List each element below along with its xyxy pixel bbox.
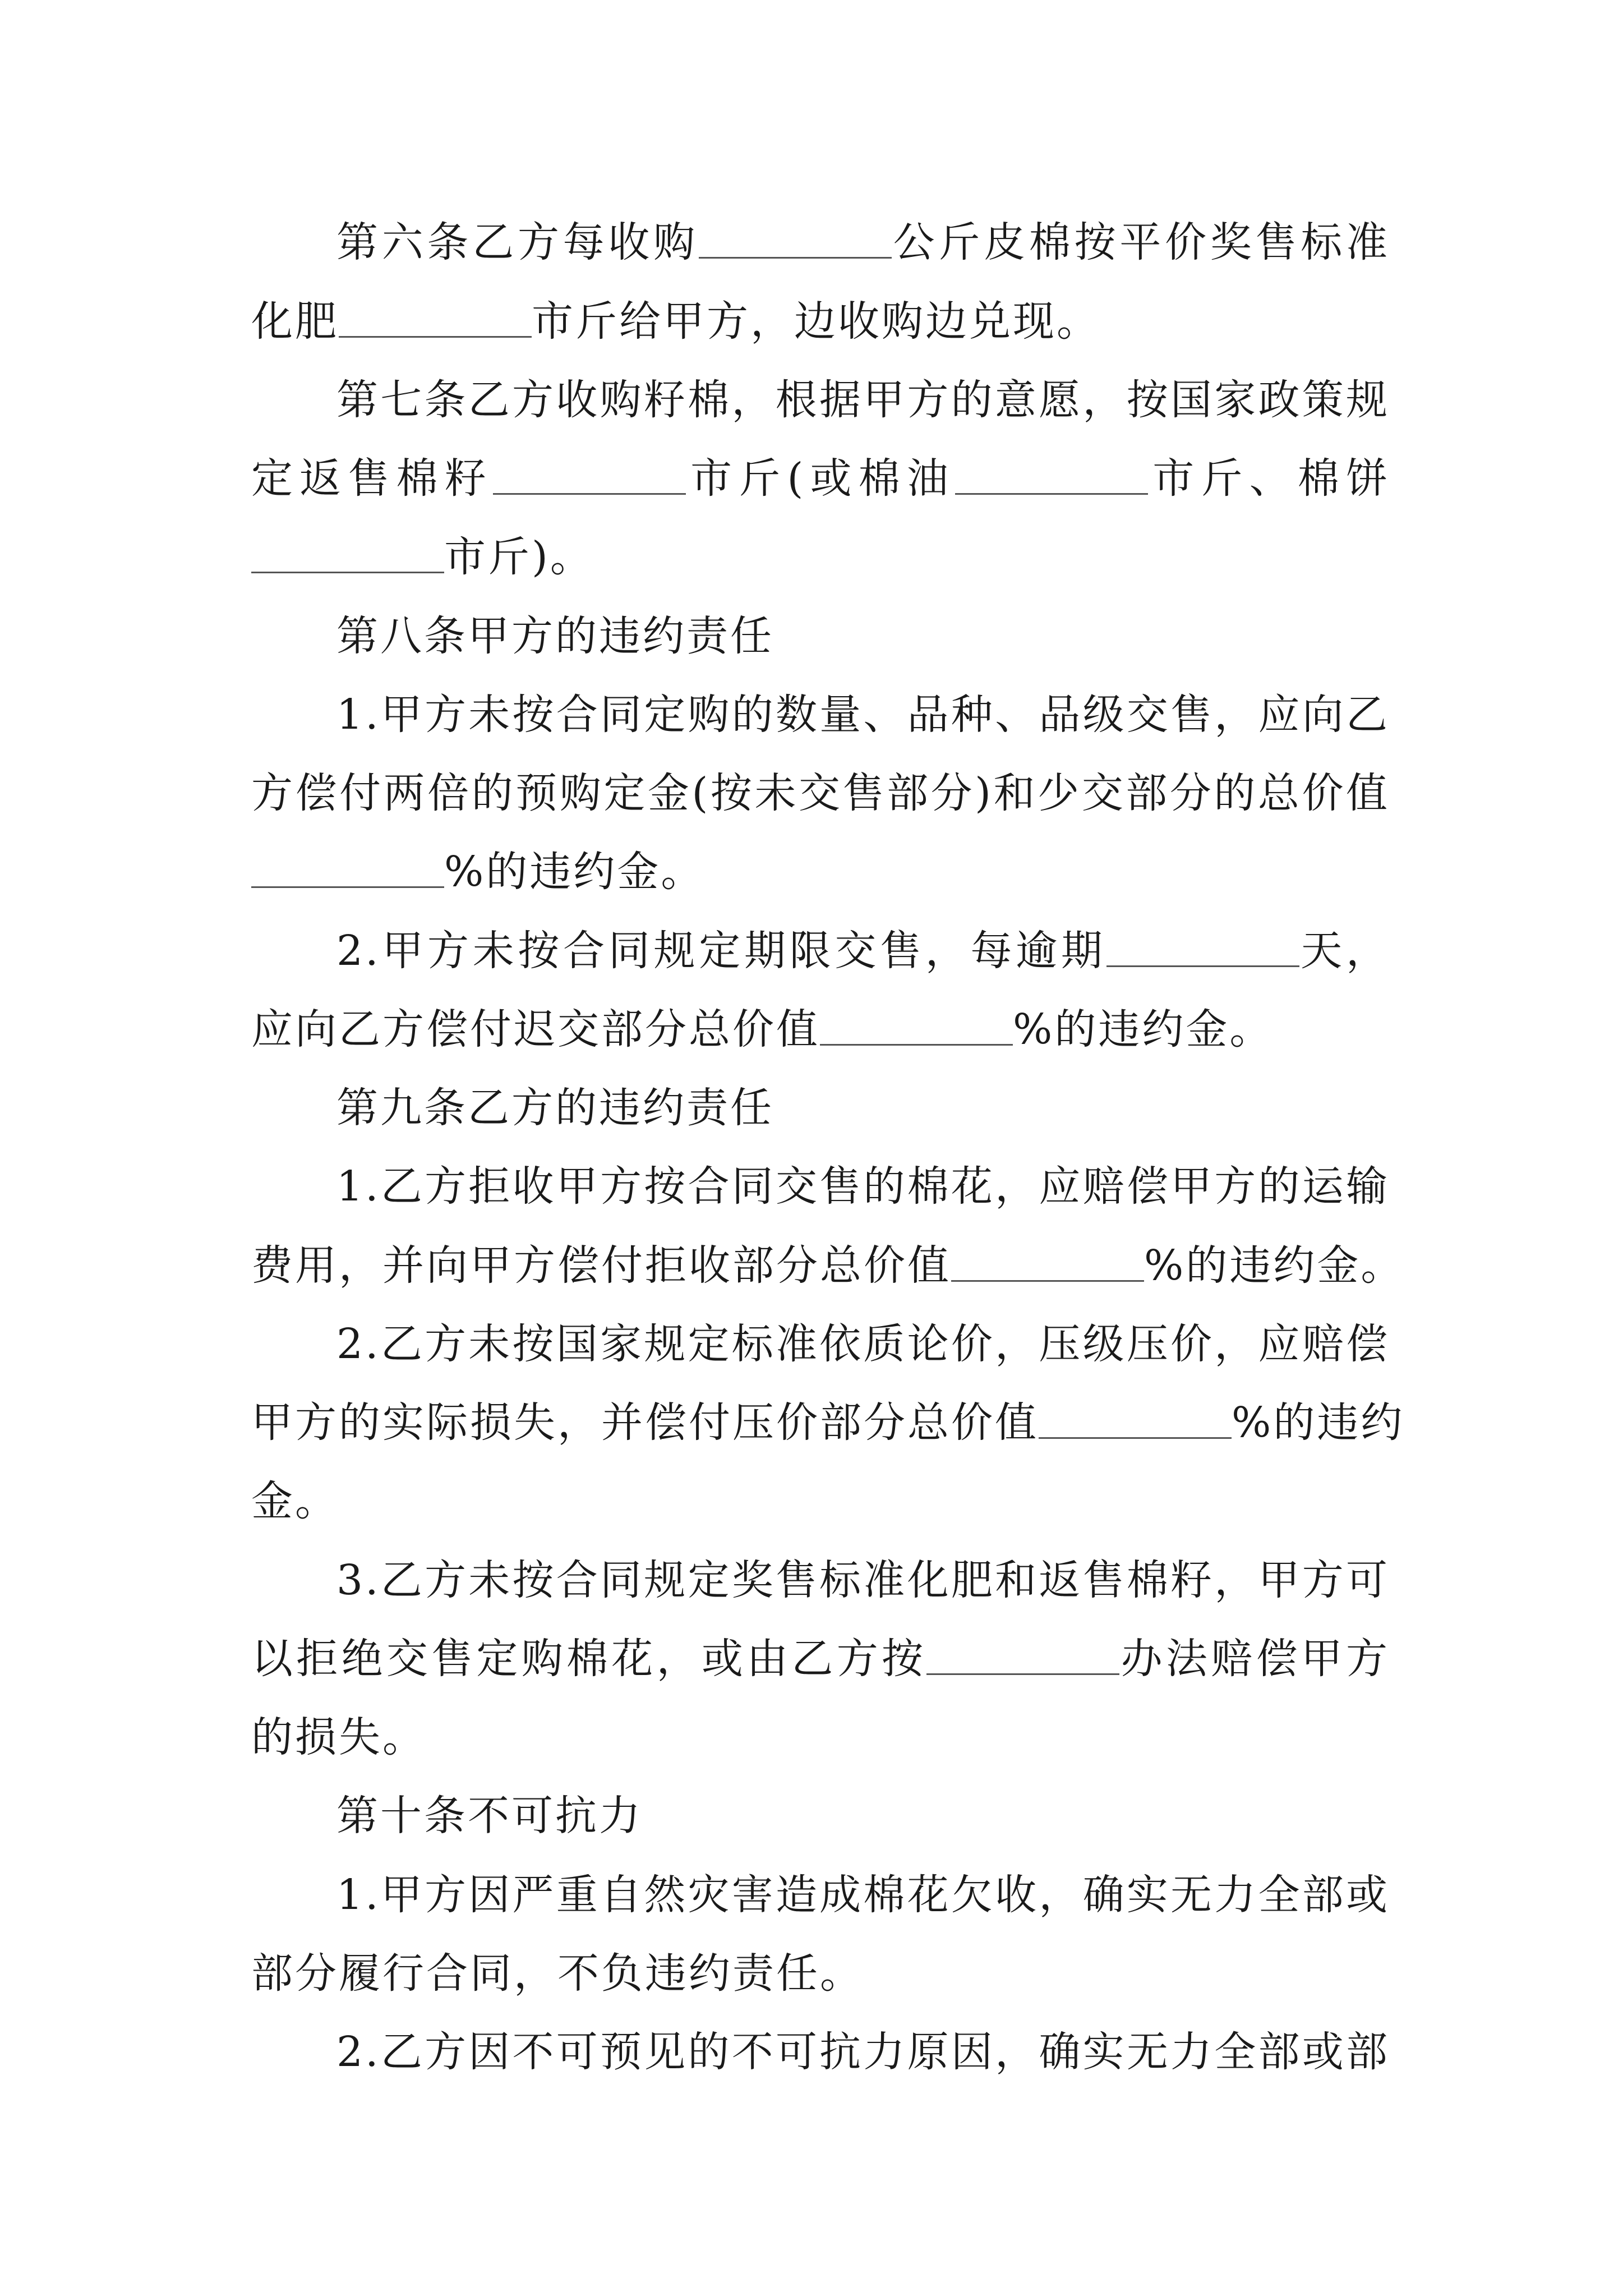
text-segment: 金。: [251, 1477, 339, 1525]
text-line: [251, 754, 1390, 832]
text-line: [336, 1856, 1390, 1934]
text-segment: 应向乙方偿付迟交部分总价值: [251, 1005, 820, 1053]
text-segment: 2.乙方未按国家规定标准依质论价，压级压价，应赔偿: [336, 1320, 1390, 1368]
blank-field: [951, 1245, 1144, 1282]
blank-field: [493, 458, 686, 495]
text-segment: 第七条乙方收购籽棉，根据甲方的意愿，按国家政策规: [336, 376, 1390, 424]
text-line: [336, 1541, 1390, 1619]
text-segment: 公斤皮棉按平价奖售标准: [891, 218, 1390, 266]
blank-field: [699, 222, 892, 259]
text-line: [251, 518, 1390, 596]
text-segment: 市斤给甲方，边收购边兑现。: [532, 297, 1100, 346]
text-line: [336, 361, 1390, 439]
text-segment: %的违约金。: [1144, 1241, 1405, 1290]
text-line: [251, 832, 1390, 911]
text-segment: 第十条不可抗力: [336, 1792, 643, 1840]
text-segment: 1.甲方未按合同定购的数量、品种、品级交售，应向乙: [336, 691, 1390, 739]
text-segment: 第九条乙方的违约责任: [336, 1084, 774, 1132]
section-heading: [336, 597, 1390, 675]
text-segment: 甲方的实际损失，并偿付压价部分总价值: [251, 1398, 1039, 1447]
text-segment: 3.乙方未按合同规定奖售标准化肥和返售棉籽，甲方可: [336, 1556, 1390, 1604]
section-heading: [336, 1069, 1390, 1147]
text-segment: %的违约金。: [1013, 1005, 1274, 1053]
text-segment: 的损失。: [251, 1713, 426, 1761]
text-line: [251, 1226, 1405, 1305]
text-line: [251, 282, 1390, 361]
text-line: [251, 439, 1390, 518]
text-segment: 第六条乙方每收购: [336, 218, 699, 266]
text-line: [251, 1698, 1390, 1777]
text-segment: 办法赔偿甲方: [1119, 1635, 1390, 1683]
text-line: [336, 203, 1390, 282]
blank-field: [1106, 931, 1299, 967]
blank-field: [955, 458, 1148, 495]
text-segment: 1.甲方因严重自然灾害造成棉花欠收，确实无力全部或: [336, 1871, 1390, 1919]
section-heading: [336, 1777, 1390, 1855]
text-segment: 市斤、棉饼: [1148, 454, 1390, 503]
blank-field: [251, 537, 444, 573]
blank-field: [820, 1009, 1013, 1046]
text-segment: 第八条甲方的违约责任: [336, 612, 774, 660]
text-line: [336, 912, 1390, 990]
text-line: [336, 1305, 1390, 1383]
text-segment: %的违约: [1232, 1398, 1405, 1447]
text-segment: 定返售棉籽: [251, 454, 493, 503]
blank-field: [1039, 1402, 1232, 1439]
text-line: [251, 1934, 1390, 2013]
text-line: [336, 1147, 1390, 1226]
text-segment: 2.甲方未按合同规定期限交售，每逾期: [336, 927, 1106, 975]
text-line: [251, 1462, 1390, 1540]
blank-field: [339, 301, 532, 338]
text-line: [251, 1619, 1390, 1698]
text-segment: %的违约金。: [444, 848, 705, 896]
text-segment: 天，: [1299, 927, 1390, 975]
text-segment: 1.乙方拒收甲方按合同交售的棉花，应赔偿甲方的运输: [336, 1162, 1390, 1211]
text-segment: 方偿付两倍的预购定金(按未交售部分)和少交部分的总价值: [251, 769, 1390, 817]
text-segment: 以拒绝交售定购棉花，或由乙方按: [251, 1635, 927, 1683]
text-line: [251, 1383, 1405, 1462]
text-segment: 费用，并向甲方偿付拒收部分总价值: [251, 1241, 951, 1290]
text-segment: 2.乙方因不可预见的不可抗力原因，确实无力全部或部: [336, 2028, 1390, 2076]
text-segment: 部分履行合同，不负违约责任。: [251, 1949, 864, 1998]
text-segment: 化肥: [251, 297, 339, 346]
text-line: [336, 2013, 1390, 2091]
blank-field: [251, 852, 444, 888]
text-line: [251, 990, 1390, 1069]
text-line: [336, 675, 1390, 754]
text-segment: 市斤)。: [444, 533, 594, 581]
text-segment: 市斤(或棉油: [685, 454, 956, 503]
blank-field: [926, 1639, 1119, 1675]
